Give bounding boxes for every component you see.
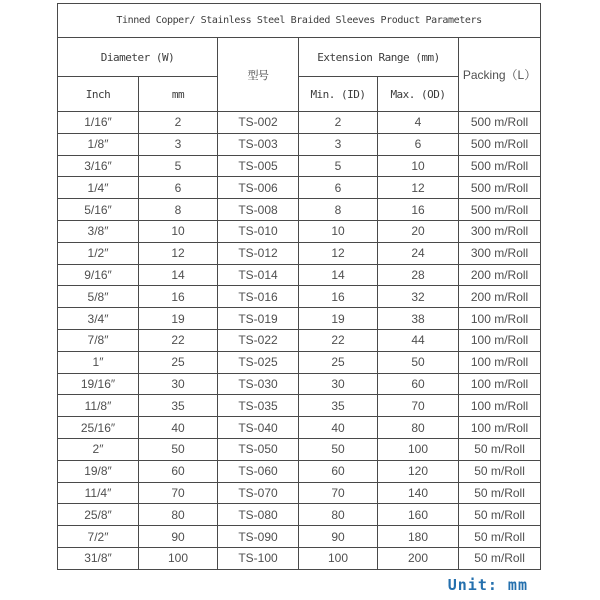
table-cell: 2 — [299, 112, 378, 134]
table-cell: 100 — [378, 438, 459, 460]
table-cell: 11/8″ — [58, 395, 139, 417]
table-cell: 35 — [139, 395, 218, 417]
table-title: Tinned Copper/ Stainless Steel Braided Sleeves Product Parameters — [58, 4, 541, 38]
table-cell: 10 — [378, 155, 459, 177]
table-cell: TS-035 — [218, 395, 299, 417]
unit-label: Unit: mm — [447, 576, 528, 594]
table-cell: 12 — [299, 242, 378, 264]
table-cell: TS-030 — [218, 373, 299, 395]
table-cell: 6 — [378, 133, 459, 155]
table-cell: 16 — [299, 286, 378, 308]
table-cell: 3 — [299, 133, 378, 155]
table-cell: 9/16″ — [58, 264, 139, 286]
table-cell: 40 — [299, 417, 378, 439]
table-row — [58, 504, 541, 526]
table-cell: 25/8″ — [58, 504, 139, 526]
table-cell: 50 — [299, 438, 378, 460]
table-row — [58, 308, 541, 330]
table-row — [58, 133, 541, 155]
table-row — [58, 395, 541, 417]
table-cell: TS-016 — [218, 286, 299, 308]
table-cell: 50 m/Roll — [459, 526, 541, 548]
table-cell: 7/8″ — [58, 329, 139, 351]
table-row — [58, 351, 541, 373]
table-cell: 180 — [378, 526, 459, 548]
table-cell: 10 — [299, 220, 378, 242]
table-cell: 10 — [139, 220, 218, 242]
table-cell: 30 — [299, 373, 378, 395]
table-cell: 50 m/Roll — [459, 460, 541, 482]
table-cell: TS-003 — [218, 133, 299, 155]
table-cell: TS-008 — [218, 199, 299, 221]
table-cell: 100 m/Roll — [459, 329, 541, 351]
table-cell: TS-070 — [218, 482, 299, 504]
table-cell: 60 — [139, 460, 218, 482]
table-cell: 100 m/Roll — [459, 373, 541, 395]
table-cell: 100 m/Roll — [459, 308, 541, 330]
table-cell: 6 — [139, 177, 218, 199]
table-cell: 80 — [378, 417, 459, 439]
table-cell: 1/4″ — [58, 177, 139, 199]
table-row — [58, 373, 541, 395]
product-parameters-table — [57, 3, 541, 570]
table-row — [58, 526, 541, 548]
table-cell: 60 — [378, 373, 459, 395]
table-cell: 6 — [299, 177, 378, 199]
table-cell: 50 m/Roll — [459, 547, 541, 569]
table-cell: 28 — [378, 264, 459, 286]
table-cell: TS-019 — [218, 308, 299, 330]
table-cell: 50 m/Roll — [459, 504, 541, 526]
table-cell: TS-050 — [218, 438, 299, 460]
table-cell: TS-060 — [218, 460, 299, 482]
table-cell: 20 — [378, 220, 459, 242]
table-cell: 8 — [299, 199, 378, 221]
table-cell: 100 m/Roll — [459, 395, 541, 417]
table-cell: 200 m/Roll — [459, 264, 541, 286]
table-cell: TS-012 — [218, 242, 299, 264]
table-cell: 12 — [139, 242, 218, 264]
header-inch: Inch — [58, 77, 139, 112]
table-cell: 1″ — [58, 351, 139, 373]
table-cell: 70 — [299, 482, 378, 504]
table-row — [58, 242, 541, 264]
table-cell: 70 — [139, 482, 218, 504]
table-row — [58, 482, 541, 504]
table-cell: 3/8″ — [58, 220, 139, 242]
table-cell: 100 m/Roll — [459, 417, 541, 439]
table-cell: TS-006 — [218, 177, 299, 199]
table-cell: 200 — [378, 547, 459, 569]
table-cell: TS-100 — [218, 547, 299, 569]
table-cell: 2″ — [58, 438, 139, 460]
table-cell: 500 m/Roll — [459, 155, 541, 177]
table-cell: TS-025 — [218, 351, 299, 373]
table-cell: 32 — [378, 286, 459, 308]
table-cell: 3 — [139, 133, 218, 155]
table-cell: 16 — [378, 199, 459, 221]
table-cell: 19/8″ — [58, 460, 139, 482]
table-cell: 60 — [299, 460, 378, 482]
table-row — [58, 329, 541, 351]
table-cell: 35 — [299, 395, 378, 417]
header-extension-range: Extension Range (mm) — [299, 38, 459, 77]
table-cell: 90 — [139, 526, 218, 548]
table-cell: 300 m/Roll — [459, 220, 541, 242]
table-cell: 120 — [378, 460, 459, 482]
table-header-row-1 — [58, 38, 541, 77]
table-cell: 200 m/Roll — [459, 286, 541, 308]
table-cell: 40 — [139, 417, 218, 439]
table-cell: 30 — [139, 373, 218, 395]
table-cell: 14 — [299, 264, 378, 286]
table-row — [58, 460, 541, 482]
table-cell: 5/16″ — [58, 199, 139, 221]
table-cell: 31/8″ — [58, 547, 139, 569]
table-cell: 500 m/Roll — [459, 112, 541, 134]
table-cell: 500 m/Roll — [459, 133, 541, 155]
table-row — [58, 438, 541, 460]
table-cell: TS-022 — [218, 329, 299, 351]
table-row — [58, 220, 541, 242]
header-min-id: Min. (ID) — [299, 77, 378, 112]
table-cell: 1/2″ — [58, 242, 139, 264]
table-cell: TS-002 — [218, 112, 299, 134]
table-cell: 500 m/Roll — [459, 199, 541, 221]
table-cell: 80 — [299, 504, 378, 526]
table-cell: 5 — [139, 155, 218, 177]
table-cell: 5 — [299, 155, 378, 177]
table-row — [58, 199, 541, 221]
table-cell: 12 — [378, 177, 459, 199]
table-cell: 90 — [299, 526, 378, 548]
table-cell: 11/4″ — [58, 482, 139, 504]
table-cell: 80 — [139, 504, 218, 526]
table-cell: 70 — [378, 395, 459, 417]
table-cell: 8 — [139, 199, 218, 221]
header-mm: mm — [139, 77, 218, 112]
header-packing: Packing（L） — [459, 38, 541, 112]
table-cell: 160 — [378, 504, 459, 526]
table-cell: 19 — [299, 308, 378, 330]
table-cell: 19 — [139, 308, 218, 330]
table-cell: 50 m/Roll — [459, 482, 541, 504]
table-cell: 50 — [139, 438, 218, 460]
table-cell: 50 — [378, 351, 459, 373]
table-cell: 14 — [139, 264, 218, 286]
table-row — [58, 547, 541, 569]
table-cell: TS-005 — [218, 155, 299, 177]
table-cell: TS-010 — [218, 220, 299, 242]
table-cell: 24 — [378, 242, 459, 264]
table-cell: 16 — [139, 286, 218, 308]
table-row — [58, 264, 541, 286]
table-cell: 1/16″ — [58, 112, 139, 134]
table-cell: 44 — [378, 329, 459, 351]
table-cell: 100 — [139, 547, 218, 569]
header-max-od: Max. (OD) — [378, 77, 459, 112]
table-cell: 140 — [378, 482, 459, 504]
table-cell: 300 m/Roll — [459, 242, 541, 264]
table-cell: 7/2″ — [58, 526, 139, 548]
table-cell: 100 m/Roll — [459, 351, 541, 373]
table-row — [58, 177, 541, 199]
table-cell: TS-090 — [218, 526, 299, 548]
table-cell: TS-040 — [218, 417, 299, 439]
table-cell: 2 — [139, 112, 218, 134]
table-cell: 4 — [378, 112, 459, 134]
table-cell: 1/8″ — [58, 133, 139, 155]
table-body — [58, 112, 541, 570]
table-cell: 3/16″ — [58, 155, 139, 177]
table-row — [58, 112, 541, 134]
table-cell: 3/4″ — [58, 308, 139, 330]
table-title-row — [58, 4, 541, 38]
table-row — [58, 417, 541, 439]
table-cell: 22 — [139, 329, 218, 351]
table-cell: 25/16″ — [58, 417, 139, 439]
table-cell: 100 — [299, 547, 378, 569]
header-diameter: Diameter (W) — [58, 38, 218, 77]
table-cell: 500 m/Roll — [459, 177, 541, 199]
table-row — [58, 286, 541, 308]
table-row — [58, 155, 541, 177]
table-cell: 25 — [299, 351, 378, 373]
table-cell: TS-014 — [218, 264, 299, 286]
table-cell: 5/8″ — [58, 286, 139, 308]
header-model: 型号 — [218, 38, 299, 112]
table-cell: 19/16″ — [58, 373, 139, 395]
table-cell: 25 — [139, 351, 218, 373]
table-cell: 22 — [299, 329, 378, 351]
table-cell: TS-080 — [218, 504, 299, 526]
table-cell: 50 m/Roll — [459, 438, 541, 460]
table-cell: 38 — [378, 308, 459, 330]
